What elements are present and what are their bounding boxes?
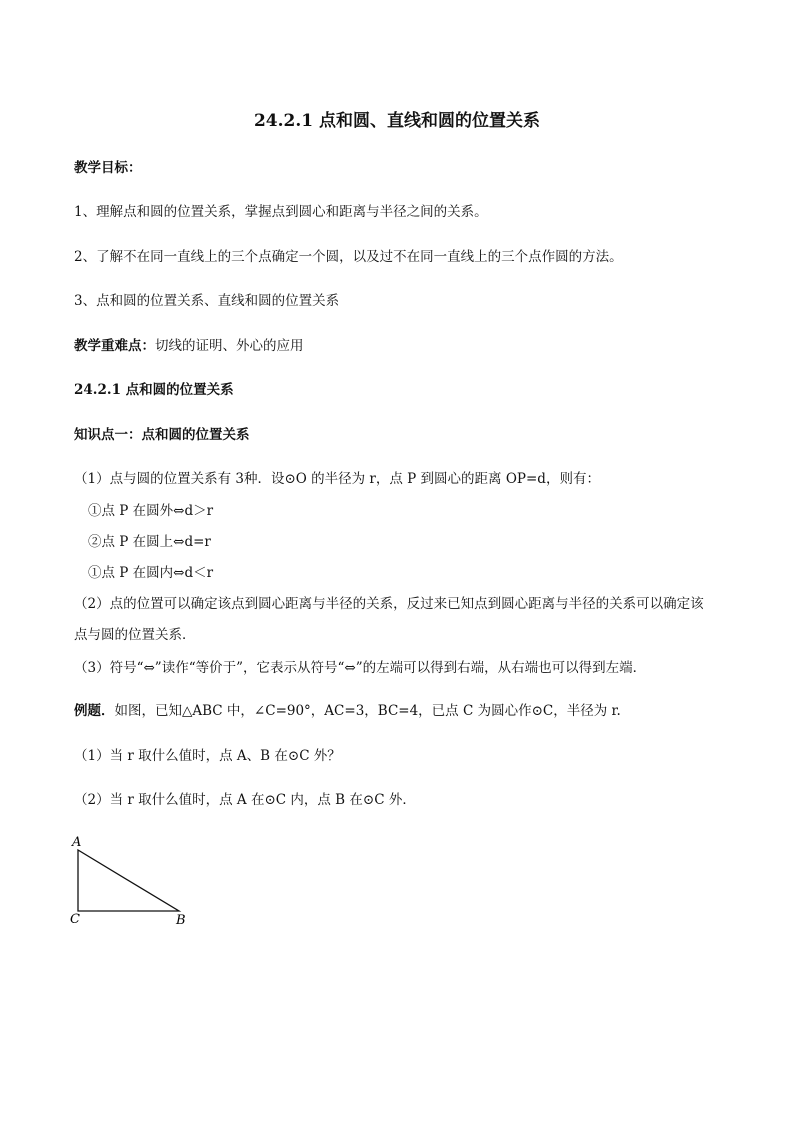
case-mark: ② (88, 534, 102, 550)
case-item-inside (88, 564, 213, 582)
case-mark: ① (88, 503, 102, 519)
example-text: 如图，已知△ABC 中，∠C=90°，AC=3，BC=4，已点 C 为圆心作⊙C，半径为 r. (114, 703, 621, 719)
triangle-figure (64, 830, 204, 940)
page-title: 24.2.1 点和圆、直线和圆的位置关系 (253, 111, 541, 131)
difficulty-line (74, 337, 304, 355)
goal-item-1: 1、理解点和圆的位置关系，掌握点到圆心和距离与半径之间的关系。 (74, 204, 488, 220)
vertex-label-c: C (70, 912, 80, 927)
section-heading: 24.2.1 点和圆的位置关系 (74, 382, 234, 398)
point-2-text-line1: （2）点的位置可以确定该点到圆心距离与半径的关系，反过来已知点到圆心距离与半径的关系可以确定该 (74, 596, 704, 612)
difficulty-label: 教学重难点： (74, 338, 155, 354)
case-text: 点 P 在圆外⇔d＞r (101, 503, 214, 519)
difficulty-text: 切线的证明、外心的应用 (155, 338, 304, 354)
question-1: （1）当 r 取什么值时，点 A、B 在⊙C 外？ (74, 748, 341, 764)
goal-item-3: 3、点和圆的位置关系、直线和圆的位置关系 (74, 293, 340, 309)
point-1-text: （1）点与圆的位置关系有 3种．设⊙O 的半径为 r，点 P 到圆心的距离 OP=d，则有： (74, 471, 600, 487)
example-line (74, 702, 621, 720)
point-2-text-line2: 点与圆的位置关系． (74, 627, 196, 643)
case-text: 点 P 在圆内⇔d＜r (101, 565, 214, 581)
case-item-outside (88, 502, 213, 520)
case-text: 点 P 在圆上⇔d=r (101, 534, 211, 550)
triangle-abc (78, 850, 179, 911)
question-2: （2）当 r 取什么值时，点 A 在⊙C 内，点 B 在⊙C 外． (74, 792, 416, 808)
vertex-label-b: B (176, 913, 186, 928)
point-3-text: （3）符号“⇔”读作“等价于”，它表示从符号“⇔”的左端可以得到右端，从右端也可以得到左端． (74, 660, 647, 676)
case-item-on (88, 533, 211, 551)
case-mark: ① (88, 565, 102, 581)
goals-heading: 教学目标： (74, 160, 142, 176)
vertex-label-a: A (72, 835, 82, 850)
example-label: 例题． (74, 703, 115, 719)
goal-item-2: 2、了解不在同一直线上的三个点确定一个圆，以及过不在同一直线上的三个点作圆的方法。 (74, 249, 623, 265)
knowledge-heading: 知识点一：点和圆的位置关系 (74, 427, 250, 443)
